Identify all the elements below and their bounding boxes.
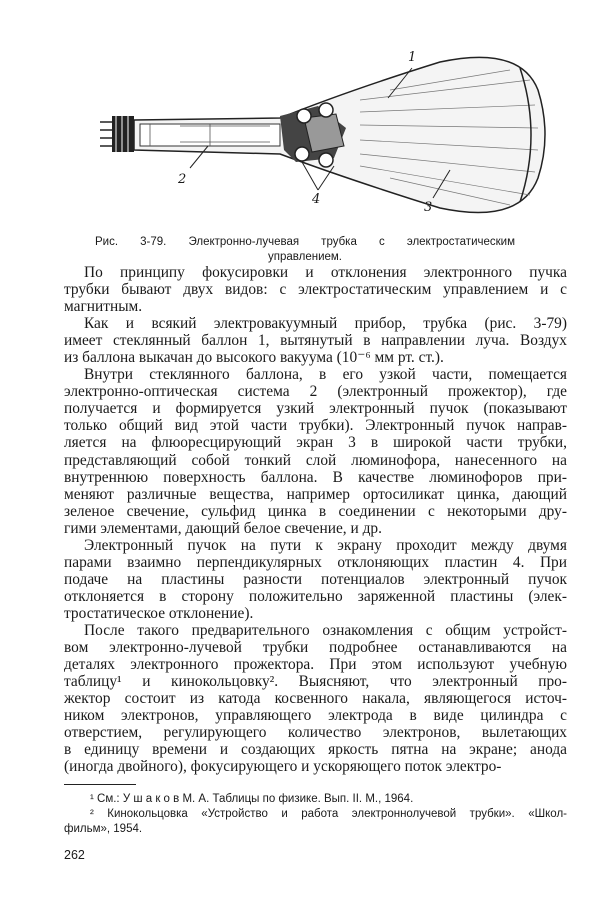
footnotes bbox=[64, 792, 567, 837]
text-line: зеленое свечение, сульфид цинка в соединении с некоторыми дру- bbox=[64, 502, 567, 520]
text-line: (иногда двойного), фокусирующего и ускоряющего поток электро- bbox=[64, 758, 502, 776]
text-line: ником электронов, управляющего электрода в виде цилиндра с bbox=[64, 707, 567, 725]
figure-label-3: 3 bbox=[424, 200, 433, 215]
text-line: Как и всякий электровакуумный прибор, трубка (рис. 3-79) bbox=[84, 315, 567, 333]
body-text bbox=[64, 264, 567, 775]
text-line: электронно-оптическая система 2 (электронный прожектор), где bbox=[64, 383, 567, 401]
text-line: отклоняется в сторону положительно заряженной пластины (элек- bbox=[64, 587, 567, 605]
figure-label-4: 4 bbox=[312, 192, 321, 207]
text-line: После такого предварительного ознакомления с общим устройст- bbox=[84, 621, 567, 639]
text-line: представляющий собой тонкий слой люминофора, нанесенного на bbox=[64, 451, 567, 469]
footnote-line: ¹ См.: У ш а к о в М. А. Таблицы по физике. Вып. II. М., 1964. bbox=[90, 793, 414, 805]
text-line: Внутри стеклянного баллона, в его узкой части, помещается bbox=[84, 366, 567, 384]
text-line: меняют различные вещества, например ортосиликат цинка, дающий bbox=[64, 485, 567, 503]
caption-line: управлением. bbox=[268, 251, 342, 263]
figure-caption bbox=[95, 235, 515, 265]
footnote-line: фильм», 1954. bbox=[64, 823, 143, 835]
crt-figure bbox=[90, 50, 560, 220]
text-line: Электронный пучок на пути к экрану проходит между двумя bbox=[84, 536, 567, 554]
text-line: только общий вид этой части трубки). Электронный пучок направ- bbox=[64, 417, 567, 435]
text-line: получается и формируется узкий электронный пучок (показывают bbox=[64, 400, 567, 418]
text-line: вом электронно-лучевой трубки подробнее останавливаются на bbox=[64, 639, 567, 657]
footnote-divider bbox=[64, 784, 136, 785]
text-line: парами взаимно перпендикулярных отклоняющих пластин 4. При bbox=[64, 553, 567, 571]
text-line: ляется на флюоресцирующий экран 3 в широкой части трубки, bbox=[64, 434, 567, 452]
text-line: таблицу¹ и кинокольцовку². Выясняют, что электронный про- bbox=[64, 673, 567, 691]
text-line: трубки бывают двух видов: с электростатическим управлением и с bbox=[64, 281, 567, 299]
text-line: из баллона выкачан до высокого вакуума (10⁻⁶ мм рт. ст.). bbox=[64, 349, 444, 367]
figure-label-1: 1 bbox=[408, 50, 417, 65]
text-line: тростатическое отклонение). bbox=[64, 604, 254, 622]
text-line: в единицу времени и создающих яркость пятна на экране; анода bbox=[64, 741, 567, 759]
text-line: имеет стеклянный баллон 1, вытянутый в направлении луча. Воздух bbox=[64, 332, 567, 350]
crt-tube-drawing bbox=[90, 50, 560, 220]
figure-label-2: 2 bbox=[178, 172, 187, 187]
text-line: жектор состоит из катода косвенного накала, являющегося источ- bbox=[64, 690, 567, 708]
text-line: подаче на пластины разности потенциалов электронный пучок bbox=[64, 570, 567, 588]
caption-line: Рис. 3-79. Электронно-лучевая трубка с электростатическим bbox=[95, 236, 515, 248]
page-number: 262 bbox=[64, 848, 85, 862]
text-line: внутреннюю поверхность баллона. В качестве люминофоров при- bbox=[64, 468, 567, 486]
text-line: отверстием, регулирующего количество электронов, вылетающих bbox=[64, 724, 567, 742]
text-line: гими элементами, дающий белое свечение, и др. bbox=[64, 519, 382, 537]
text-line: деталях электронного прожектора. При этом используют учебную bbox=[64, 656, 567, 674]
footnote-line: ² Кинокольцовка «Устройство и работа электроннолучевой трубки». «Школ- bbox=[90, 808, 567, 820]
text-line: магнитным. bbox=[64, 298, 143, 316]
text-line: По принципу фокусировки и отклонения электронного пучка bbox=[84, 264, 567, 281]
